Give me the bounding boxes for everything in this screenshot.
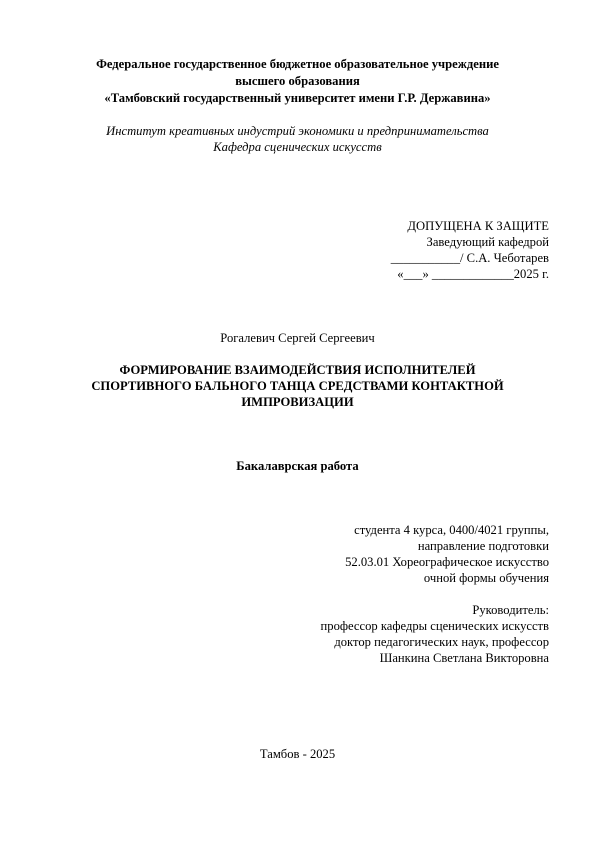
- student-info-line2: направление подготовки: [417, 539, 549, 553]
- supervisor-name: Шанкина Светлана Викторовна: [379, 651, 549, 665]
- supervisor-heading: Руководитель:: [472, 603, 549, 617]
- institute-name: Институт креативных индустрий экономики и предпринимательства: [106, 124, 489, 138]
- thesis-title-line1: ФОРМИРОВАНИЕ ВЗАИМОДЕЙСТВИЯ ИСПОЛНИТЕЛЕЙ: [119, 363, 476, 377]
- university-name: «Тамбовский государственный университет имени Г.Р. Державина»: [104, 91, 491, 105]
- approval-date: «___» _____________2025 г.: [397, 267, 549, 281]
- org-name-line2: высшего образования: [235, 74, 360, 88]
- org-name-line1: Федеральное государственное бюджетное образовательное учреждение: [96, 57, 499, 71]
- student-info-line1: студента 4 курса, 0400/4021 группы,: [354, 523, 549, 537]
- thesis-title-line2: СПОРТИВНОГО БАЛЬНОГО ТАНЦА СРЕДСТВАМИ КОНТАКТНОЙ: [91, 379, 504, 393]
- city-year: Тамбов - 2025: [259, 747, 336, 761]
- student-info-line3: 52.03.01 Хореографическое искусство: [345, 555, 549, 569]
- supervisor-position: профессор кафедры сценических искусств: [320, 619, 549, 633]
- student-info-line4: очной формы обучения: [423, 571, 549, 585]
- thesis-title-line3: ИМПРОВИЗАЦИИ: [241, 395, 354, 409]
- approval-position: Заведующий кафедрой: [426, 235, 549, 249]
- supervisor-degree: доктор педагогических наук, профессор: [334, 635, 549, 649]
- approval-heading: ДОПУЩЕНА К ЗАЩИТЕ: [407, 219, 549, 233]
- approval-signature: ___________/ С.А. Чеботарев: [390, 251, 549, 265]
- work-type: Бакалаврская работа: [236, 459, 359, 473]
- department-name: Кафедра сценических искусств: [213, 140, 382, 154]
- author-name: Рогалевич Сергей Сергеевич: [220, 331, 375, 345]
